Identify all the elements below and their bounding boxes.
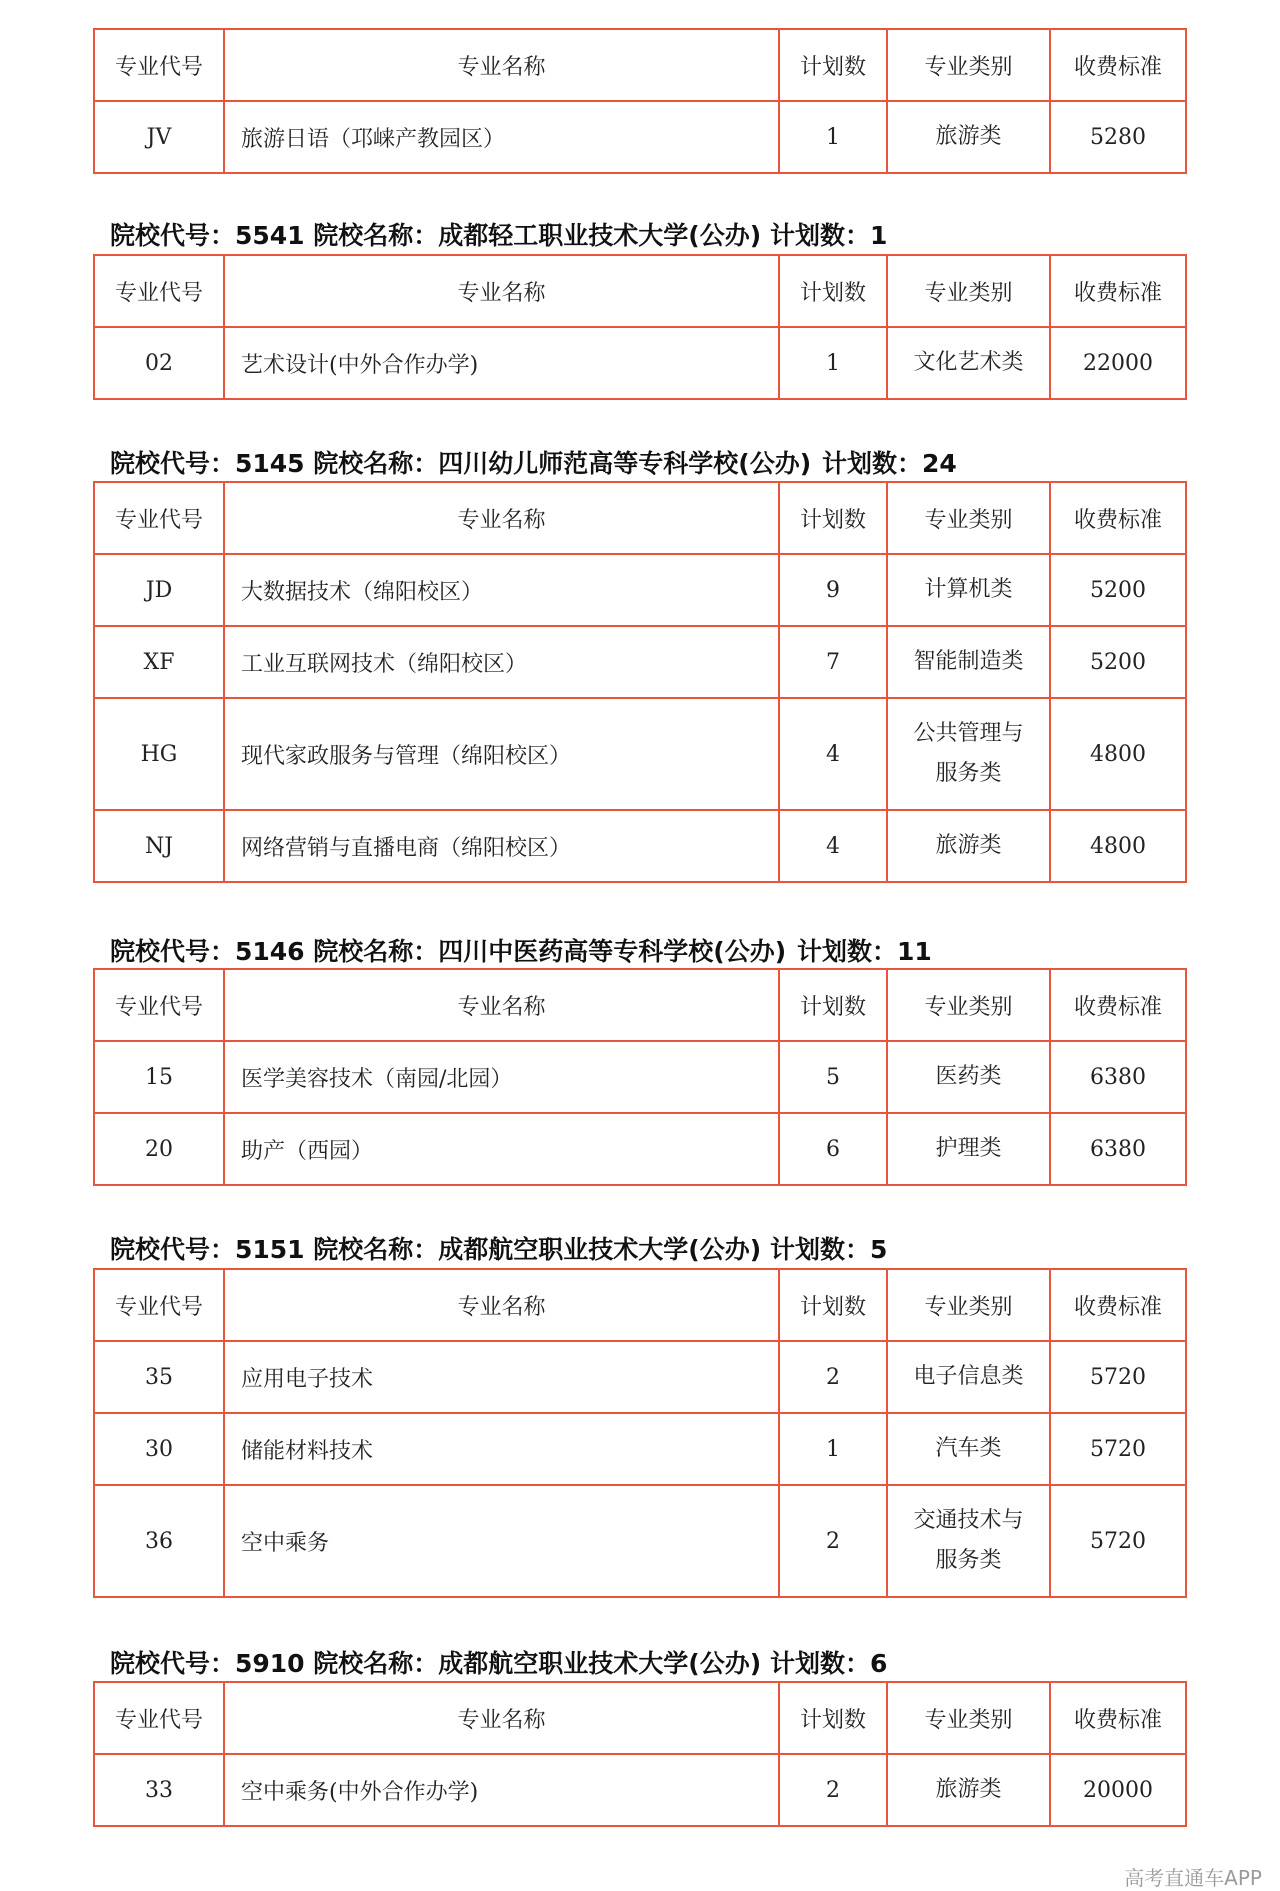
major-table: [93, 481, 1187, 883]
school-title: 院校代号：5910 院校名称：成都航空职业技术大学(公办): [110, 1649, 762, 1678]
major-name: 网络营销与直播电商（绵阳校区）: [224, 810, 779, 882]
major-name: 应用电子技术: [224, 1341, 779, 1413]
school-title: 院校代号：5145 院校名称：四川幼儿师范高等专科学校(公办): [110, 449, 812, 478]
header-code: 专业代号: [94, 969, 224, 1041]
tuition-fee: 5720: [1050, 1341, 1186, 1413]
table-row: [94, 1113, 1186, 1185]
school-heading: [110, 444, 811, 480]
header-fee: 收费标准: [1050, 29, 1186, 101]
table-row: [94, 1485, 1186, 1597]
table-row: [94, 101, 1186, 173]
header-fee: 收费标准: [1050, 255, 1186, 327]
major-code: 02: [94, 327, 224, 399]
plan-number: 1: [779, 327, 887, 399]
major-name: 医学美容技术（南园/北园）: [224, 1041, 779, 1113]
header-name: 专业名称: [224, 255, 779, 327]
major-table: [93, 1681, 1187, 1827]
tuition-fee: 20000: [1050, 1754, 1186, 1826]
major-category: 旅游类: [887, 810, 1050, 882]
header-code: 专业代号: [94, 29, 224, 101]
plan-number: 6: [779, 1113, 887, 1185]
plan-count: 计划数：1: [770, 221, 888, 250]
table-row: [94, 1413, 1186, 1485]
plan-number: 1: [779, 101, 887, 173]
major-name: 现代家政服务与管理（绵阳校区）: [224, 698, 779, 810]
header-category: 专业类别: [887, 29, 1050, 101]
major-code: 33: [94, 1754, 224, 1826]
major-category: 交通技术与 服务类: [887, 1485, 1050, 1597]
tuition-fee: 5720: [1050, 1485, 1186, 1597]
major-table: [93, 254, 1187, 400]
header-category: 专业类别: [887, 482, 1050, 554]
header-category: 专业类别: [887, 969, 1050, 1041]
major-code: 30: [94, 1413, 224, 1485]
header-count: 计划数: [779, 29, 887, 101]
major-table: [93, 1268, 1187, 1598]
major-category: 旅游类: [887, 1754, 1050, 1826]
header-category: 专业类别: [887, 255, 1050, 327]
plan-number: 1: [779, 1413, 887, 1485]
plan-number: 7: [779, 626, 887, 698]
major-code: 15: [94, 1041, 224, 1113]
plan-count: 计划数：5: [770, 1235, 888, 1264]
major-category: 汽车类: [887, 1413, 1050, 1485]
header-count: 计划数: [779, 482, 887, 554]
major-category: 医药类: [887, 1041, 1050, 1113]
school-title: 院校代号：5151 院校名称：成都航空职业技术大学(公办): [110, 1235, 762, 1264]
tuition-fee: 5200: [1050, 626, 1186, 698]
tuition-fee: 22000: [1050, 327, 1186, 399]
major-name: 工业互联网技术（绵阳校区）: [224, 626, 779, 698]
school-title: 院校代号：5541 院校名称：成都轻工职业技术大学(公办): [110, 221, 762, 250]
table-row: [94, 554, 1186, 626]
major-code: NJ: [94, 810, 224, 882]
school-heading: [110, 216, 761, 252]
header-count: 计划数: [779, 969, 887, 1041]
table-row: [94, 1754, 1186, 1826]
header-code: 专业代号: [94, 255, 224, 327]
plan-number: 2: [779, 1341, 887, 1413]
header-name: 专业名称: [224, 482, 779, 554]
school-heading: [110, 1644, 761, 1680]
major-category: 文化艺术类: [887, 327, 1050, 399]
major-code: 36: [94, 1485, 224, 1597]
major-table: [93, 28, 1187, 174]
school-heading: [110, 1230, 761, 1266]
major-name: 旅游日语（邛崃产教园区）: [224, 101, 779, 173]
major-code: XF: [94, 626, 224, 698]
plan-number: 4: [779, 810, 887, 882]
major-code: 20: [94, 1113, 224, 1185]
header-row: [94, 1682, 1186, 1754]
plan-number: 2: [779, 1485, 887, 1597]
plan-count: 计划数：11: [797, 937, 932, 966]
header-row: [94, 29, 1186, 101]
tuition-fee: 5720: [1050, 1413, 1186, 1485]
header-row: [94, 969, 1186, 1041]
tuition-fee: 4800: [1050, 698, 1186, 810]
school-title: 院校代号：5146 院校名称：四川中医药高等专科学校(公办): [110, 937, 787, 966]
school-heading: [110, 932, 786, 968]
header-name: 专业名称: [224, 29, 779, 101]
header-category: 专业类别: [887, 1269, 1050, 1341]
tuition-fee: 6380: [1050, 1041, 1186, 1113]
plan-count: 计划数：24: [822, 449, 957, 478]
header-fee: 收费标准: [1050, 482, 1186, 554]
major-category: 电子信息类: [887, 1341, 1050, 1413]
header-name: 专业名称: [224, 1269, 779, 1341]
major-name: 助产（西园）: [224, 1113, 779, 1185]
plan-number: 2: [779, 1754, 887, 1826]
major-name: 空中乘务(中外合作办学): [224, 1754, 779, 1826]
header-category: 专业类别: [887, 1682, 1050, 1754]
header-row: [94, 1269, 1186, 1341]
major-category: 公共管理与 服务类: [887, 698, 1050, 810]
plan-number: 4: [779, 698, 887, 810]
table-row: [94, 626, 1186, 698]
major-code: 35: [94, 1341, 224, 1413]
tuition-fee: 6380: [1050, 1113, 1186, 1185]
major-name: 大数据技术（绵阳校区）: [224, 554, 779, 626]
header-name: 专业名称: [224, 1682, 779, 1754]
major-name: 艺术设计(中外合作办学): [224, 327, 779, 399]
header-count: 计划数: [779, 1682, 887, 1754]
header-row: [94, 255, 1186, 327]
header-fee: 收费标准: [1050, 1682, 1186, 1754]
table-row: [94, 810, 1186, 882]
major-code: JV: [94, 101, 224, 173]
watermark: 高考直通车APP: [1124, 1866, 1262, 1890]
header-fee: 收费标准: [1050, 1269, 1186, 1341]
major-category: 护理类: [887, 1113, 1050, 1185]
major-name: 储能材料技术: [224, 1413, 779, 1485]
table-row: [94, 1341, 1186, 1413]
table-row: [94, 1041, 1186, 1113]
plan-number: 9: [779, 554, 887, 626]
major-name: 空中乘务: [224, 1485, 779, 1597]
tuition-fee: 5200: [1050, 554, 1186, 626]
header-code: 专业代号: [94, 1269, 224, 1341]
header-code: 专业代号: [94, 1682, 224, 1754]
plan-count: 计划数：6: [770, 1649, 888, 1678]
major-category: 计算机类: [887, 554, 1050, 626]
header-name: 专业名称: [224, 969, 779, 1041]
major-category: 智能制造类: [887, 626, 1050, 698]
table-row: [94, 327, 1186, 399]
major-code: JD: [94, 554, 224, 626]
table-row: [94, 698, 1186, 810]
header-code: 专业代号: [94, 482, 224, 554]
header-count: 计划数: [779, 1269, 887, 1341]
major-table: [93, 968, 1187, 1186]
tuition-fee: 5280: [1050, 101, 1186, 173]
tuition-fee: 4800: [1050, 810, 1186, 882]
header-count: 计划数: [779, 255, 887, 327]
major-category: 旅游类: [887, 101, 1050, 173]
header-fee: 收费标准: [1050, 969, 1186, 1041]
header-row: [94, 482, 1186, 554]
major-code: HG: [94, 698, 224, 810]
plan-number: 5: [779, 1041, 887, 1113]
